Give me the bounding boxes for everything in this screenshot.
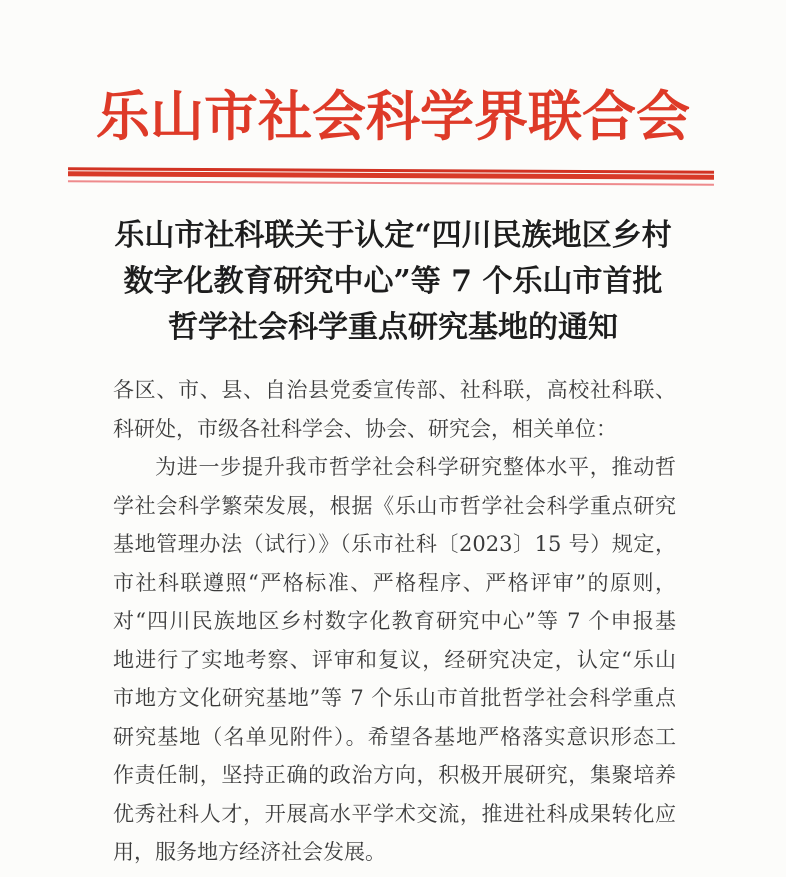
letterhead-divider — [68, 167, 714, 185]
body-line: 为进一步提升我市哲学社会科学研究整体水平，推动哲 — [155, 455, 676, 479]
document-title-line: 哲学社会科学重点研究基地的通知 — [168, 310, 618, 345]
body-line: 学社会科学繁荣发展，根据《乐山市哲学社会科学重点研究 — [113, 493, 676, 518]
document-title-line: 数字化教育研究中心”等 7 个乐山市首批 — [123, 264, 663, 299]
body-line: 基地管理办法（试行）》（乐市社科〔2023〕15 号）规定， — [113, 532, 676, 556]
body-line: 研究基地（名单见附件）。希望各基地严格落实意识形态工 — [113, 724, 676, 749]
letterhead-org-name: 乐山市社会科学界联合会 — [96, 84, 690, 148]
document-title-line: 乐山市社科联关于认定“四川民族地区乡村 — [114, 218, 672, 253]
body-line: 市地方文化研究基地”等 7 个乐山市首批哲学社会科学重点 — [113, 686, 676, 710]
body-line-salutation: 科研处，市级各社科学会、协会、研究会，相关单位： — [113, 416, 617, 441]
body-line: 市社科联遵照“严格标准、严格程序、严格评审”的原则， — [113, 570, 676, 595]
document-body — [113, 371, 676, 872]
body-line-salutation: 各区、市、县、自治县党委宣传部、社科联，高校社科联、 — [113, 378, 676, 402]
body-line: 用，服务地方经济社会发展。 — [113, 840, 386, 864]
document-title — [50, 213, 736, 351]
body-line: 作责任制，坚持正确的政治方向，积极开展研究，集聚培养 — [113, 763, 676, 787]
body-line: 优秀社科人才，开展高水平学术交流，推进社科成果转化应 — [113, 801, 676, 826]
body-line: 对“四川民族地区乡村数字化教育研究中心”等 7 个申报基 — [113, 609, 676, 633]
divider-rule-thin — [68, 180, 714, 185]
body-line: 地进行了实地考察、评审和复议，经研究决定，认定“乐山 — [113, 647, 676, 672]
